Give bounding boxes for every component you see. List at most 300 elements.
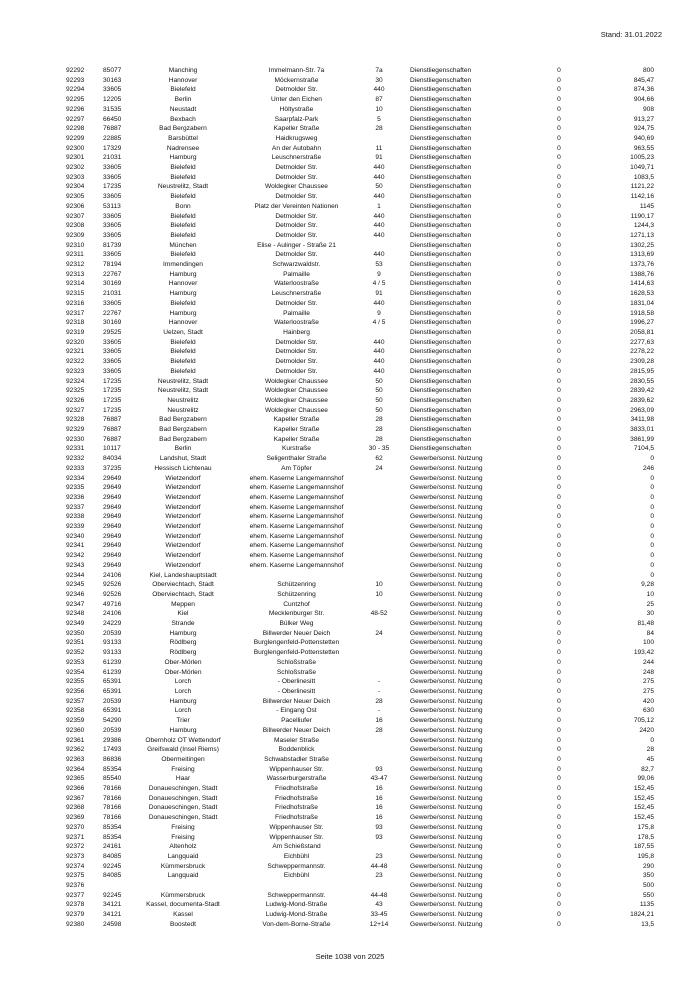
cell-row-id: 92364 xyxy=(66,765,85,773)
cell-amount: 193,42 xyxy=(633,649,654,657)
cell-category: Gewerbe/sonst. Nutzung xyxy=(410,843,483,851)
cell-house-number: 16 xyxy=(375,814,383,822)
table-row xyxy=(66,745,656,755)
cell-row-id: 92315 xyxy=(66,290,85,298)
cell-postal-code: 33605 xyxy=(103,164,122,172)
cell-city: Donaueschingen, Stadt xyxy=(148,794,218,802)
cell-street: Detmolder Str. xyxy=(275,164,318,172)
cell-zero-value: 0 xyxy=(557,280,561,288)
cell-city: Neustrelitz xyxy=(167,396,199,404)
cell-postal-code: 17493 xyxy=(103,746,122,754)
cell-street: ehem. Kaserne Langemannshof xyxy=(249,552,344,560)
cell-category: Dienstliegenschaften xyxy=(410,115,472,123)
cell-zero-value: 0 xyxy=(557,746,561,754)
cell-street: Woldegker Chaussee xyxy=(265,377,328,385)
cell-amount: 7104,5 xyxy=(633,445,654,453)
cell-amount: 0 xyxy=(650,736,654,744)
cell-postal-code: 10117 xyxy=(103,445,121,453)
cell-category: Dienstliegenschaften xyxy=(410,212,472,220)
cell-postal-code: 33605 xyxy=(103,212,122,220)
cell-house-number: 440 xyxy=(373,348,385,356)
table-row xyxy=(66,716,656,726)
cell-category: Gewerbe/sonst. Nutzung xyxy=(410,823,483,831)
cell-street: - Oberlinesitt xyxy=(277,678,316,686)
table-row xyxy=(66,561,656,571)
cell-amount: 924,75 xyxy=(633,125,654,133)
cell-city: Berlin xyxy=(174,445,192,453)
cell-zero-value: 0 xyxy=(557,833,561,841)
cell-city: Ober-Mörlen xyxy=(164,658,202,666)
cell-postal-code: 33605 xyxy=(103,299,122,307)
cell-city: Rödlberg xyxy=(169,649,197,657)
table-row xyxy=(66,794,656,804)
cell-postal-code: 29649 xyxy=(103,484,122,492)
cell-amount: 1142,16 xyxy=(630,193,654,201)
table-row xyxy=(66,221,656,231)
cell-house-number xyxy=(358,658,400,668)
cell-amount: 0 xyxy=(650,484,654,492)
cell-category: Gewerbe/sonst. Nutzung xyxy=(410,697,483,705)
cell-house-number xyxy=(358,755,400,765)
table-row xyxy=(66,522,656,532)
table-row xyxy=(66,444,656,454)
cell-amount: 1414,63 xyxy=(630,280,654,288)
cell-house-number xyxy=(358,638,400,648)
cell-row-id: 92375 xyxy=(66,872,85,880)
cell-row-id: 92311 xyxy=(66,251,84,259)
cell-category: Gewerbe/sonst. Nutzung xyxy=(410,620,483,628)
cell-postal-code: 20539 xyxy=(103,697,122,705)
cell-zero-value: 0 xyxy=(557,542,561,550)
table-row xyxy=(66,105,656,115)
cell-street: Palmaille xyxy=(283,309,310,317)
cell-amount: 1121,22 xyxy=(630,183,654,191)
cell-house-number: 16 xyxy=(375,785,383,793)
cell-row-id: 92380 xyxy=(66,920,85,928)
cell-street: An der Autobahn xyxy=(271,144,322,152)
cell-row-id: 92310 xyxy=(66,241,85,249)
cell-zero-value: 0 xyxy=(557,231,561,239)
cell-postal-code: 81739 xyxy=(103,241,122,249)
cell-row-id: 92320 xyxy=(66,338,85,346)
cell-category: Dienstliegenschaften xyxy=(410,183,472,191)
cell-city: Wietzendorf xyxy=(165,503,201,511)
cell-category: Gewerbe/sonst. Nutzung xyxy=(410,552,483,560)
cell-amount: 1145 xyxy=(639,202,654,210)
cell-row-id: 92316 xyxy=(66,299,85,307)
cell-zero-value: 0 xyxy=(557,144,561,152)
cell-street: Friedhofstraße xyxy=(275,785,318,793)
cell-postal-code: 76887 xyxy=(103,435,122,443)
cell-amount: 2830,55 xyxy=(630,377,654,385)
cell-house-number: 50 xyxy=(375,183,383,191)
cell-city: Greifswald (Insel Riems) xyxy=(147,746,219,754)
cell-row-id: 92302 xyxy=(66,164,85,172)
table-row xyxy=(66,415,656,425)
cell-house-number: 62 xyxy=(375,455,383,463)
table-row xyxy=(66,658,656,668)
cell-house-number xyxy=(358,522,400,532)
cell-amount: 187,55 xyxy=(633,843,654,851)
cell-postal-code: 76887 xyxy=(103,426,122,434)
cell-zero-value: 0 xyxy=(557,387,561,395)
cell-zero-value: 0 xyxy=(557,67,561,74)
cell-postal-code: 30169 xyxy=(103,280,122,288)
cell-postal-code: 92245 xyxy=(103,862,122,870)
cell-house-number: 10 xyxy=(375,581,383,589)
cell-row-id: 92365 xyxy=(66,775,85,783)
cell-house-number: 50 xyxy=(375,396,383,404)
table-row xyxy=(66,357,656,367)
cell-street: Woldegker Chaussee xyxy=(265,183,328,191)
cell-row-id: 92362 xyxy=(66,746,85,754)
table-row xyxy=(66,182,656,192)
cell-row-id: 92373 xyxy=(66,852,85,860)
cell-zero-value: 0 xyxy=(557,561,561,569)
cell-street: Detmolder Str. xyxy=(275,231,318,239)
cell-zero-value: 0 xyxy=(557,299,561,307)
cell-zero-value: 0 xyxy=(557,629,561,637)
cell-zero-value: 0 xyxy=(557,532,561,540)
cell-zero-value: 0 xyxy=(557,241,561,249)
table-row xyxy=(66,241,656,251)
cell-city: Neustrelitz, Stadt xyxy=(157,387,209,395)
cell-zero-value: 0 xyxy=(557,862,561,870)
cell-house-number: 440 xyxy=(373,173,385,181)
cell-house-number xyxy=(358,134,400,144)
cell-city: Obermeitingen xyxy=(161,755,205,763)
cell-city: Ober-Mörlen xyxy=(164,668,202,676)
cell-row-id: 92334 xyxy=(66,474,85,482)
cell-amount: 3411,98 xyxy=(630,416,654,424)
cell-category: Dienstliegenschaften xyxy=(410,261,472,269)
cell-row-id: 92299 xyxy=(66,134,85,142)
cell-row-id: 92318 xyxy=(66,319,85,327)
cell-amount: 1271,13 xyxy=(630,231,654,239)
table-row xyxy=(66,367,656,377)
cell-zero-value: 0 xyxy=(557,523,561,531)
cell-city: Hamburg xyxy=(169,270,197,278)
cell-zero-value: 0 xyxy=(557,493,561,501)
cell-amount: 550 xyxy=(642,891,654,899)
cell-zero-value: 0 xyxy=(557,794,561,802)
cell-street: Kurstraße xyxy=(282,445,311,453)
cell-city: Hamburg xyxy=(169,629,197,637)
cell-street: Seligenthaler Straße xyxy=(266,455,327,463)
cell-category: Gewerbe/sonst. Nutzung xyxy=(410,542,483,550)
cell-amount: 2277,63 xyxy=(630,338,654,346)
cell-amount: 1244,3 xyxy=(633,222,654,230)
cell-postal-code: 17235 xyxy=(103,377,122,385)
cell-street: Billwerder Neuer Deich xyxy=(262,697,331,705)
cell-amount: 2420 xyxy=(639,726,654,734)
table-row xyxy=(66,212,656,222)
cell-row-id: 92328 xyxy=(66,416,85,424)
cell-postal-code: 29649 xyxy=(103,532,122,540)
table-row xyxy=(66,377,656,387)
cell-row-id: 92292 xyxy=(66,67,85,74)
cell-zero-value: 0 xyxy=(557,649,561,657)
cell-street: Unter den Eichen xyxy=(271,96,322,104)
cell-zero-value: 0 xyxy=(557,484,561,492)
cell-amount: 0 xyxy=(650,455,654,463)
cell-amount: 874,36 xyxy=(633,86,654,94)
cell-zero-value: 0 xyxy=(557,852,561,860)
cell-amount: 275 xyxy=(642,678,654,686)
cell-zero-value: 0 xyxy=(557,76,561,84)
cell-house-number: 23 xyxy=(375,872,383,880)
cell-house-number: 93 xyxy=(375,833,383,841)
cell-house-number xyxy=(358,474,400,484)
cell-category: Gewerbe/sonst. Nutzung xyxy=(410,775,483,783)
cell-postal-code: 65391 xyxy=(103,688,122,695)
cell-house-number: 93 xyxy=(375,765,383,773)
cell-street: ehem. Kaserne Langemannshof xyxy=(249,474,344,482)
cell-city: Hamburg xyxy=(169,697,197,705)
cell-row-id: 92308 xyxy=(66,222,85,230)
cell-house-number: 10 xyxy=(375,590,383,598)
table-row xyxy=(66,706,656,716)
cell-zero-value: 0 xyxy=(557,882,561,890)
cell-row-id: 92309 xyxy=(66,231,85,239)
cell-city: Langquaid xyxy=(167,852,199,860)
cell-zero-value: 0 xyxy=(557,212,561,220)
cell-postal-code: 54290 xyxy=(103,717,122,725)
cell-amount: 3833,01 xyxy=(630,426,654,434)
cell-house-number: 50 xyxy=(375,377,383,385)
table-row xyxy=(66,590,656,600)
cell-category: Gewerbe/sonst. Nutzung xyxy=(410,911,483,919)
cell-amount: 904,66 xyxy=(633,96,654,104)
cell-category: Gewerbe/sonst. Nutzung xyxy=(410,891,483,899)
cell-postal-code: 29649 xyxy=(103,493,122,501)
table-row xyxy=(66,551,656,561)
cell-category: Gewerbe/sonst. Nutzung xyxy=(410,610,483,618)
cell-street: Waterloostraße xyxy=(274,319,319,327)
cell-house-number xyxy=(358,241,400,251)
cell-street: Detmolder Str. xyxy=(275,212,318,220)
table-row xyxy=(66,910,656,920)
table-row xyxy=(66,881,656,891)
cell-street: ehem. Kaserne Langemannshof xyxy=(249,484,344,492)
cell-house-number xyxy=(358,561,400,571)
table-row xyxy=(66,66,656,76)
cell-category: Dienstliegenschaften xyxy=(410,445,472,453)
cell-house-number: 9 xyxy=(377,270,381,278)
cell-row-id: 92374 xyxy=(66,862,85,870)
cell-amount: 290 xyxy=(642,862,654,870)
cell-house-number: 440 xyxy=(373,164,385,172)
cell-city: Bielefeld xyxy=(170,358,196,366)
cell-city: Wietzendorf xyxy=(165,532,201,540)
cell-category: Gewerbe/sonst. Nutzung xyxy=(410,571,483,579)
cell-city: Bielefeld xyxy=(170,251,196,259)
cell-city: Wietzendorf xyxy=(165,484,201,492)
cell-row-id: 92319 xyxy=(66,328,85,336)
cell-city: Hannover xyxy=(168,319,198,327)
cell-city: Bad Bergzabern xyxy=(159,435,207,443)
table-row xyxy=(66,512,656,522)
cell-zero-value: 0 xyxy=(557,426,561,434)
cell-row-id: 92340 xyxy=(66,532,85,540)
cell-city: Bad Bergzabern xyxy=(159,125,207,133)
cell-postal-code: 33605 xyxy=(103,367,122,375)
cell-street: Wippenhauser Str. xyxy=(269,765,324,773)
cell-row-id: 92313 xyxy=(66,270,85,278)
cell-house-number xyxy=(358,532,400,542)
cell-amount: 82,7 xyxy=(641,765,654,773)
cell-category: Dienstliegenschaften xyxy=(410,367,472,375)
cell-category: Dienstliegenschaften xyxy=(410,348,472,356)
cell-zero-value: 0 xyxy=(557,707,561,715)
cell-city: Hannover xyxy=(168,76,198,84)
cell-city: Oberviechtach, Stadt xyxy=(152,581,214,589)
cell-category: Dienstliegenschaften xyxy=(410,96,472,104)
cell-city: Wietzendorf xyxy=(165,542,201,550)
cell-amount: 913,27 xyxy=(633,115,654,123)
cell-zero-value: 0 xyxy=(557,377,561,385)
cell-city: Kiel, Landeshauptstadt xyxy=(149,571,217,579)
cell-row-id: 92379 xyxy=(66,911,85,919)
cell-row-id: 92325 xyxy=(66,387,85,395)
cell-row-id: 92330 xyxy=(66,435,85,443)
cell-postal-code: 29649 xyxy=(103,561,122,569)
property-table-body xyxy=(66,66,656,930)
table-row xyxy=(66,124,656,134)
cell-row-id: 92296 xyxy=(66,105,85,113)
cell-city: Wietzendorf xyxy=(165,523,201,531)
page-number: Seite 1038 von 2025 xyxy=(315,952,385,961)
cell-postal-code: 24229 xyxy=(103,620,122,628)
cell-zero-value: 0 xyxy=(557,105,561,113)
cell-amount: 0 xyxy=(650,561,654,569)
cell-street: Ludwig-Mond-Straße xyxy=(265,911,328,919)
cell-street: Schützenring xyxy=(277,581,316,589)
cell-house-number: 28 xyxy=(375,726,383,734)
cell-street: ehem. Kaserne Langemannshof xyxy=(249,561,344,569)
cell-amount: 845,47 xyxy=(633,76,654,84)
cell-postal-code: 29649 xyxy=(103,513,122,521)
cell-category: Dienstliegenschaften xyxy=(410,76,472,84)
cell-category: Dienstliegenschaften xyxy=(410,164,472,172)
cell-amount: 152,45 xyxy=(633,814,654,822)
cell-house-number xyxy=(358,483,400,493)
cell-zero-value: 0 xyxy=(557,251,561,259)
cell-street: Schloßstraße xyxy=(276,658,317,666)
cell-row-id: 92369 xyxy=(66,814,85,822)
table-row xyxy=(66,852,656,862)
cell-street: Eichbühl xyxy=(283,872,310,880)
table-row xyxy=(66,309,656,319)
cell-amount: 28 xyxy=(646,746,654,754)
cell-city: Freising xyxy=(171,765,195,773)
cell-row-id: 92322 xyxy=(66,358,85,366)
cell-amount: 1996,27 xyxy=(630,319,654,327)
cell-category: Dienstliegenschaften xyxy=(410,67,472,74)
cell-row-id: 92353 xyxy=(66,658,85,666)
cell-amount: 0 xyxy=(650,503,654,511)
cell-street: Schwabstadler Straße xyxy=(264,755,329,763)
cell-city: Haar xyxy=(175,775,191,783)
cell-category: Dienstliegenschaften xyxy=(410,435,472,443)
cell-row-id: 92304 xyxy=(66,183,85,191)
cell-amount: 1302,25 xyxy=(630,241,654,249)
cell-postal-code: 84034 xyxy=(103,455,122,463)
cell-postal-code: 21031 xyxy=(103,154,122,162)
cell-row-id: 92346 xyxy=(66,590,85,598)
cell-zero-value: 0 xyxy=(557,823,561,831)
cell-postal-code: 84085 xyxy=(103,852,122,860)
cell-category: Gewerbe/sonst. Nutzung xyxy=(410,513,483,521)
cell-row-id: 92301 xyxy=(66,154,85,162)
cell-house-number xyxy=(358,551,400,561)
cell-zero-value: 0 xyxy=(557,396,561,404)
cell-city: Kümmersbruck xyxy=(160,891,206,899)
cell-city: Rödlberg xyxy=(169,639,197,647)
cell-postal-code: 49716 xyxy=(103,600,122,608)
cell-amount: 195,8 xyxy=(637,852,654,860)
cell-category: Dienstliegenschaften xyxy=(410,309,472,317)
cell-category: Gewerbe/sonst. Nutzung xyxy=(410,804,483,812)
cell-zero-value: 0 xyxy=(557,658,561,666)
cell-category: Gewerbe/sonst. Nutzung xyxy=(410,561,483,569)
cell-zero-value: 0 xyxy=(557,726,561,734)
cell-zero-value: 0 xyxy=(557,697,561,705)
cell-street: ehem. Kaserne Langemannshof xyxy=(249,523,344,531)
cell-house-number: 50 xyxy=(375,406,383,414)
cell-street: Am Schießstand xyxy=(272,843,321,851)
cell-amount: 705,12 xyxy=(633,717,654,725)
cell-street: ehem. Kaserne Langemannshof xyxy=(249,513,344,521)
cell-city: Bielefeld xyxy=(170,299,196,307)
cell-amount: 0 xyxy=(650,571,654,579)
cell-city: Neustrelitz, Stadt xyxy=(157,377,209,385)
cell-house-number: 91 xyxy=(375,154,383,162)
cell-amount: 152,45 xyxy=(633,794,654,802)
cell-postal-code: 78194 xyxy=(103,261,122,269)
cell-city: Lorch xyxy=(174,688,192,695)
table-row xyxy=(66,503,656,513)
cell-postal-code: 65391 xyxy=(103,707,122,715)
cell-street: Detmolder Str. xyxy=(275,367,318,375)
cell-amount: 1049,71 xyxy=(630,164,654,172)
cell-postal-code: 78166 xyxy=(103,804,122,812)
cell-zero-value: 0 xyxy=(557,804,561,812)
cell-house-number: 11 xyxy=(375,144,383,152)
cell-row-id: 92327 xyxy=(66,406,85,414)
cell-postal-code: 93133 xyxy=(103,649,122,657)
cell-house-number: 28 xyxy=(375,426,383,434)
cell-zero-value: 0 xyxy=(557,872,561,880)
cell-house-number: 44-48 xyxy=(370,891,388,899)
cell-postal-code: 65391 xyxy=(103,678,122,686)
cell-zero-value: 0 xyxy=(557,319,561,327)
cell-postal-code: 76887 xyxy=(103,416,122,424)
table-row xyxy=(66,871,656,881)
cell-amount: 275 xyxy=(642,688,654,695)
cell-row-id: 92326 xyxy=(66,396,85,404)
table-row xyxy=(66,736,656,746)
cell-city: Bielefeld xyxy=(170,348,196,356)
cell-street: Haidkrugsweg xyxy=(275,134,318,142)
table-row xyxy=(66,115,656,125)
cell-postal-code: 33605 xyxy=(103,193,122,201)
cell-amount: 3861,99 xyxy=(630,435,654,443)
cell-street: Burglengenfeld-Pottenstetten xyxy=(253,639,340,647)
cell-house-number: 28 xyxy=(375,697,383,705)
cell-postal-code: 22885 xyxy=(103,134,122,142)
cell-row-id: 92335 xyxy=(66,484,85,492)
